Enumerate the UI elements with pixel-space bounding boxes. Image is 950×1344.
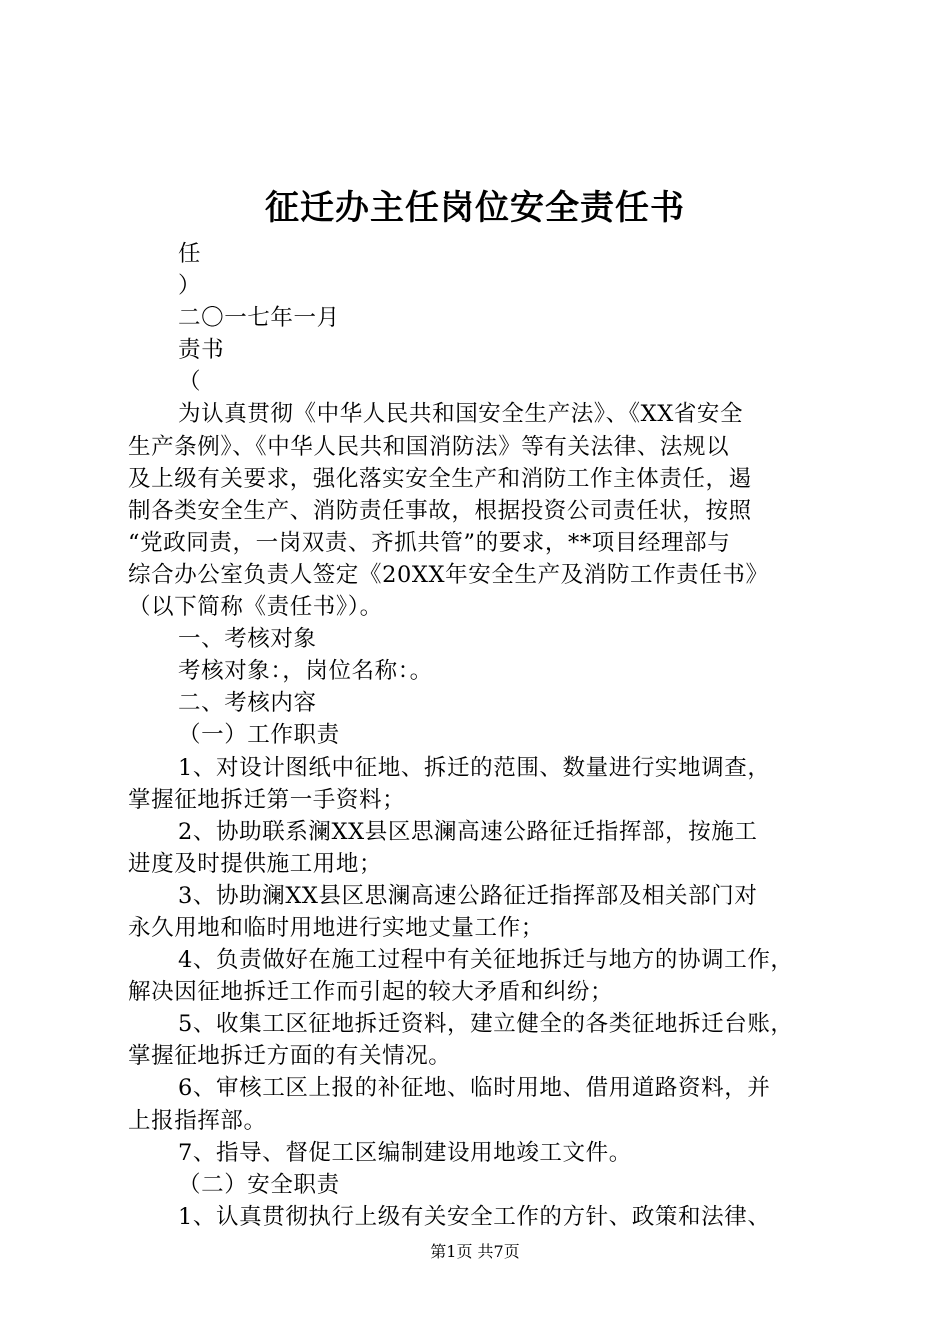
body-line: 1、对设计图纸中征地、拆迁的范围、数量进行实地调查， — [178, 754, 771, 781]
body-line: 2、协助联系澜XX县区思澜高速公路征迁指挥部，按施工 — [178, 818, 758, 845]
body-line: 1、认真贯彻执行上级有关安全工作的方针、政策和法律、 — [178, 1203, 771, 1230]
body-line: 考核对象：，岗位名称：。 — [178, 658, 433, 685]
body-line: 及上级有关要求，强化落实安全生产和消防工作主体责任，遏 — [128, 465, 752, 492]
body-line: 一、考核对象 — [178, 626, 317, 653]
body-line: ） — [178, 273, 202, 300]
body-line: 3、协助澜XX县区思澜高速公路征迁指挥部及相关部门对 — [178, 882, 758, 909]
body-line: 责书 — [178, 337, 225, 364]
page-number-footer: 第1页 共7页 — [430, 1242, 520, 1261]
body-line: （二）安全职责 — [178, 1171, 340, 1198]
body-line: （一）工作职责 — [178, 722, 340, 749]
body-line: 进度及时提供施工用地； — [128, 850, 383, 877]
body-line: 为认真贯彻《中华人民共和国安全生产法》、《XX省安全 — [178, 401, 744, 428]
body-line: 任 — [178, 241, 202, 267]
body-line: （ — [178, 369, 202, 396]
body-line: 二、考核内容 — [178, 690, 317, 717]
document-body — [128, 238, 838, 1233]
document-title: 征迁办主任岗位安全责任书 — [265, 188, 685, 228]
body-line: 生产条例》、《中华人民共和国消防法》等有关法律、法规以 — [128, 433, 730, 460]
body-line: 永久用地和临时用地进行实地丈量工作； — [128, 914, 544, 941]
body-line: 7、指导、督促工区编制建设用地竣工文件。 — [178, 1139, 632, 1166]
body-line: 解决因征地拆迁工作而引起的较大矛盾和纠纷； — [128, 979, 614, 1006]
body-line: 制各类安全生产、消防责任事故，根据投资公司责任状，按照 — [128, 497, 752, 524]
body-line: “党政同责，一岗双责、齐抓共管”的要求，**项目经理部与 — [128, 529, 731, 556]
body-line: 二〇一七年一月 — [178, 305, 340, 332]
body-line: 4、负责做好在施工过程中有关征地拆迁与地方的协调工作， — [178, 947, 794, 974]
body-line: （以下简称《责任书》）。 — [128, 594, 383, 621]
body-line: 综合办公室负责人签定《20XX年安全生产及消防工作责任书》 — [128, 561, 769, 588]
body-line: 上报指挥部。 — [128, 1107, 267, 1134]
body-line: 掌握征地拆迁第一手资料； — [128, 786, 406, 813]
body-line: 掌握征地拆迁方面的有关情况。 — [128, 1043, 452, 1070]
body-line: 5、收集工区征地拆迁资料，建立健全的各类征地拆迁台账， — [178, 1011, 794, 1038]
body-line: 6、审核工区上报的补征地、临时用地、借用道路资料，并 — [178, 1075, 771, 1102]
